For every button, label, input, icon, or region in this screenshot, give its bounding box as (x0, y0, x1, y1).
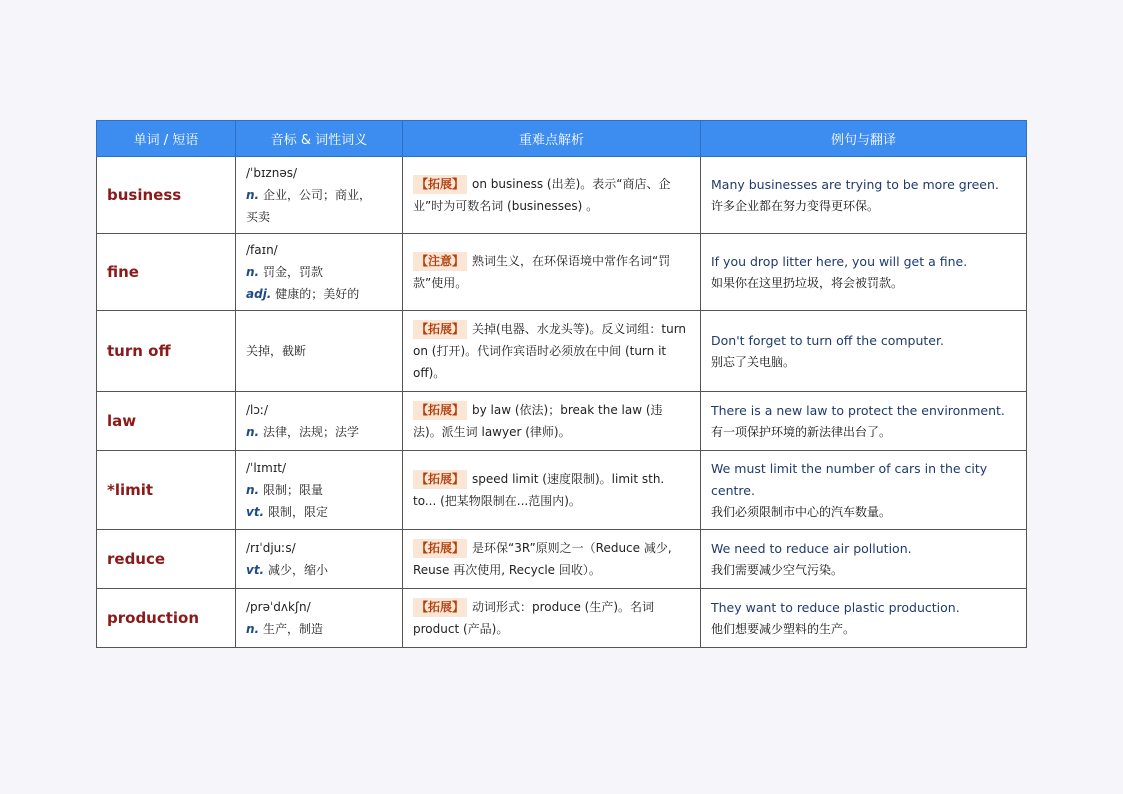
keypoint-cell (403, 311, 701, 392)
example-cell (701, 311, 1027, 392)
example-cell (701, 589, 1027, 648)
example-cell (701, 234, 1027, 311)
table-row (97, 392, 1027, 451)
header-keypoint: 重难点解析 (403, 121, 701, 157)
table-row (97, 451, 1027, 530)
part-of-speech: n. (246, 622, 260, 636)
sense-line (246, 184, 392, 206)
meaning-text: 限制，限定 (267, 505, 328, 519)
word-cell: turn off (97, 311, 236, 392)
example-cell (701, 451, 1027, 530)
example-english: We must limit the number of cars in the city centre. (711, 461, 988, 498)
example-chinese: 许多企业都在努力变得更环保。 (711, 199, 880, 213)
phonetic-text: /prəˈdʌkʃn/ (246, 600, 311, 614)
sense-line (246, 283, 392, 305)
example-english: They want to reduce plastic production. (711, 600, 960, 615)
part-of-speech: n. (246, 425, 260, 439)
header-phonetic: 音标 & 词性词义 (236, 121, 403, 157)
note-text: 动词形式：produce (生产)。名词 product (产品)。 (413, 600, 655, 636)
phonetic-cell (236, 589, 403, 648)
phonetic-cell (236, 311, 403, 392)
part-of-speech: adj. (246, 287, 272, 301)
table-row (97, 311, 1027, 392)
word-cell: production (97, 589, 236, 648)
keypoint-cell (403, 157, 701, 234)
example-english: Many businesses are trying to be more green. (711, 177, 999, 192)
table-header-row (97, 121, 1027, 157)
word-cell: *limit (97, 451, 236, 530)
note-tag: 【拓展】 (413, 470, 467, 489)
header-example: 例句与翻译 (701, 121, 1027, 157)
phonetic-cell (236, 392, 403, 451)
word-cell: business (97, 157, 236, 234)
note-tag: 【拓展】 (413, 539, 467, 558)
phonetic-cell (236, 451, 403, 530)
example-chinese: 有一项保护环境的新法律出台了。 (711, 425, 892, 439)
word-cell: reduce (97, 530, 236, 589)
example-chinese: 如果你在这里扔垃圾，将会被罚款。 (711, 276, 904, 290)
example-chinese: 我们必须限制市中心的汽车数量。 (711, 505, 892, 519)
meaning-text: 企业，公司；商业， (262, 188, 371, 202)
example-cell (701, 157, 1027, 234)
meaning-text: 减少，缩小 (267, 563, 328, 577)
example-english: We need to reduce air pollution. (711, 541, 912, 556)
note-text: 熟词生义，在环保语境中常作名词“罚款”使用。 (413, 254, 671, 290)
sense-line (246, 340, 392, 362)
part-of-speech: n. (246, 188, 260, 202)
meaning-text: 罚金，罚款 (262, 265, 323, 279)
table-row (97, 530, 1027, 589)
meaning-text: 健康的；美好的 (275, 287, 360, 301)
example-english: If you drop litter here, you will get a fine. (711, 254, 968, 269)
sense-line (246, 501, 392, 523)
meaning-text: 法律，法规；法学 (262, 425, 359, 439)
phonetic-text: /faɪn/ (246, 243, 278, 257)
phonetic-text: /rɪˈdjuːs/ (246, 541, 296, 555)
vocabulary-table (96, 120, 1027, 648)
example-chinese: 我们需要减少空气污染。 (711, 563, 844, 577)
keypoint-cell (403, 234, 701, 311)
meaning-text: 关掉，截断 (246, 344, 307, 358)
part-of-speech: n. (246, 265, 260, 279)
part-of-speech: n. (246, 483, 260, 497)
note-tag: 【拓展】 (413, 401, 467, 420)
keypoint-cell (403, 392, 701, 451)
sense-line (246, 421, 392, 443)
phonetic-cell (236, 157, 403, 234)
example-cell (701, 392, 1027, 451)
keypoint-cell (403, 530, 701, 589)
example-english: Don't forget to turn off the computer. (711, 333, 944, 348)
sense-line (246, 618, 392, 640)
part-of-speech: vt. (246, 505, 265, 519)
meaning-text: 限制；限量 (262, 483, 323, 497)
phonetic-text: /lɔː/ (246, 403, 269, 417)
example-chinese: 他们想要减少塑料的生产。 (711, 622, 856, 636)
phonetic-cell (236, 234, 403, 311)
sense-line (246, 479, 392, 501)
table-body (97, 157, 1027, 648)
keypoint-cell (403, 589, 701, 648)
example-chinese: 别忘了关电脑。 (711, 355, 796, 369)
note-text: on business (出差)。表示“商店、企业”时为可数名词 (businesses) 。 (413, 177, 671, 213)
note-tag: 【拓展】 (413, 598, 467, 617)
keypoint-cell (403, 451, 701, 530)
note-tag: 【注意】 (413, 252, 467, 271)
example-english: There is a new law to protect the environment. (711, 403, 1005, 418)
table-row (97, 157, 1027, 234)
note-text: 是环保“3R”原则之一（Reduce 减少, Reuse 再次使用, Recycle 回收）。 (413, 541, 672, 577)
note-text: by law (依法)；break the law (违法)。派生词 lawyer (律师)。 (413, 403, 663, 439)
sense-line (246, 559, 392, 581)
note-tag: 【拓展】 (413, 320, 467, 339)
sense-line (246, 206, 392, 228)
note-text: speed limit (速度限制)。limit sth. to... (把某物限制在...范围内)。 (413, 472, 665, 508)
example-cell (701, 530, 1027, 589)
phonetic-text: /ˈlɪmɪt/ (246, 461, 287, 475)
meaning-text: 买卖 (246, 210, 271, 224)
word-cell: law (97, 392, 236, 451)
header-word: 单词 / 短语 (97, 121, 236, 157)
word-cell: fine (97, 234, 236, 311)
meaning-text: 生产，制造 (262, 622, 323, 636)
sense-line (246, 261, 392, 283)
phonetic-text: /ˈbɪznəs/ (246, 166, 297, 180)
note-text: 关掉(电器、水龙头等)。反义词组：turn on (打开)。代词作宾语时必须放在中间 (turn it off)。 (413, 322, 687, 380)
table-row (97, 234, 1027, 311)
phonetic-cell (236, 530, 403, 589)
table-row (97, 589, 1027, 648)
part-of-speech: vt. (246, 563, 265, 577)
note-tag: 【拓展】 (413, 175, 467, 194)
